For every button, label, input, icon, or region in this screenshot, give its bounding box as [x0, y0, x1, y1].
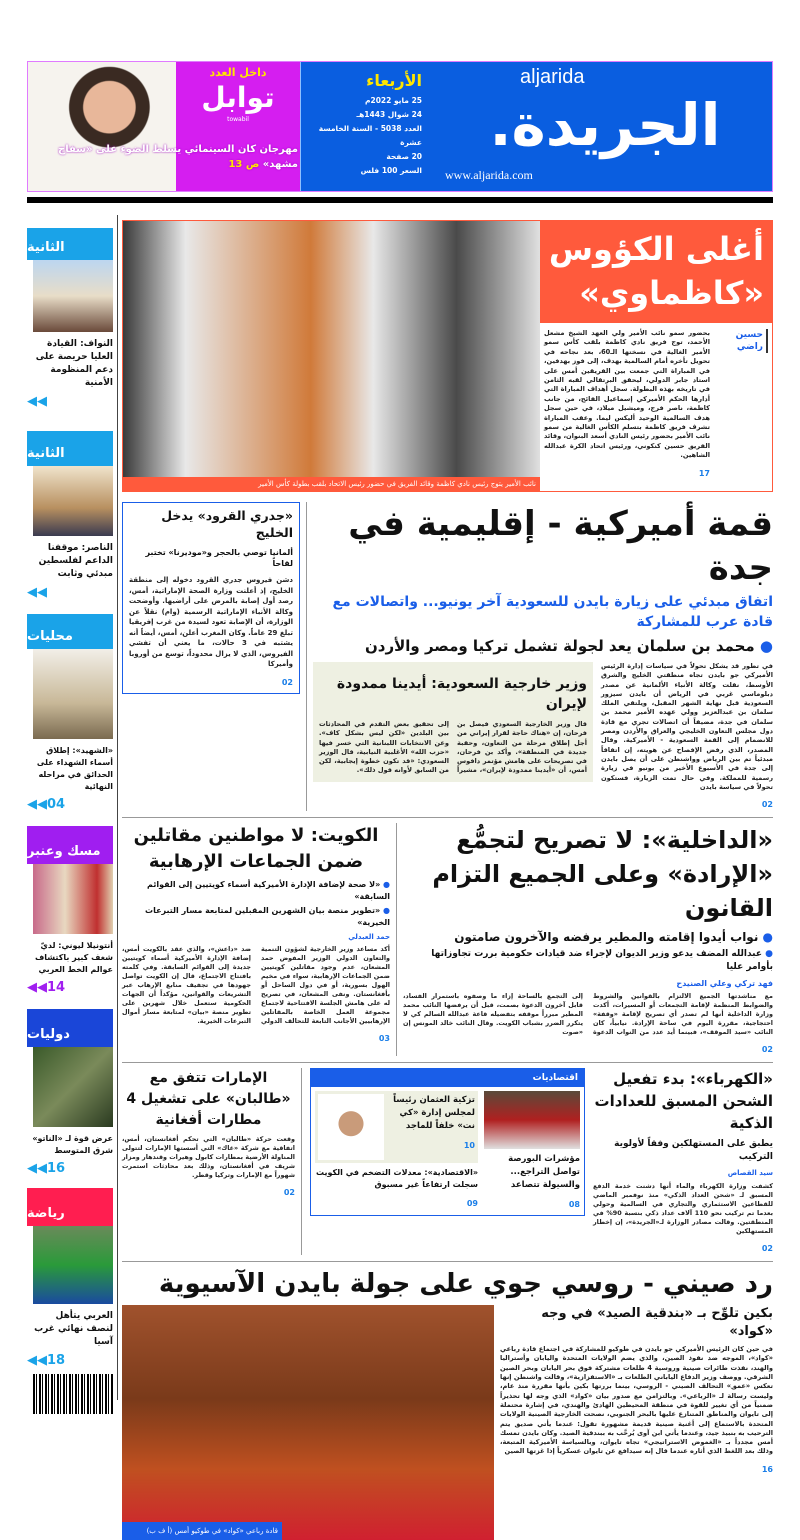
- sidebar-photo: [33, 466, 113, 536]
- interior-bullet: [403, 929, 773, 946]
- sidebar-page-ref[interactable]: ◀◀16: [27, 1161, 66, 1176]
- row-four: [122, 1062, 773, 1255]
- electricity-page-ref[interactable]: 02: [761, 1244, 773, 1254]
- quad-page-ref[interactable]: 16: [761, 1464, 773, 1474]
- kuwait-page-ref[interactable]: 03: [378, 1034, 390, 1044]
- kuwait-bullet-text: «تطوير منصة بيان الشهرين المقبلين لمتابعة مسار التبرعات الخيرية»: [145, 906, 390, 928]
- promo-text: مهرجان كان السينمائي يسلط الضوء على «سفاح مشهد»: [58, 144, 298, 170]
- monkeypox-box: [122, 502, 300, 694]
- sidebar-section-local[interactable]: محليات: [27, 614, 113, 649]
- economy-item-bourse[interactable]: مؤشرات البورصة تواصل التراجع... والسيولة تتصاعد: [508, 1154, 580, 1191]
- saudi-fm-box: [313, 662, 593, 782]
- sidebar-page-number: 04: [47, 797, 66, 812]
- masthead-rule: [27, 197, 773, 203]
- electricity-subheadline: يطبق على المستهلكين وفقاً لأولوية التركيب: [614, 1139, 773, 1163]
- economy-item-inflation[interactable]: «الاقتصادية»: معدلات التضخم في الكويت سجلت ارتفاعاً غير مسبوق: [316, 1168, 478, 1190]
- day: الأربعاء: [366, 71, 422, 90]
- kuwait-bullet: [122, 905, 390, 929]
- lead-author: حسين راضي: [716, 329, 768, 353]
- lead-page-ref[interactable]: 17: [698, 468, 710, 478]
- summit-bullet: [313, 635, 773, 657]
- sidebar-photo: [33, 1047, 113, 1127]
- sidebar-page-number: 14: [47, 980, 66, 995]
- sidebar-section-thaniya-1[interactable]: الثانية: [27, 228, 113, 260]
- uae-story: [122, 1068, 302, 1255]
- sidebar-divider: [117, 215, 118, 1400]
- kuwait-bullet-text: «لا صحة لإضافة الإدارة الأميركية أسماء كويتيين إلى القوائم السابقة»: [147, 880, 390, 902]
- uae-page-ref[interactable]: 02: [283, 1188, 295, 1198]
- economy-left: [315, 1091, 478, 1211]
- monkeypox-body: دشن فيروس جدري القرود دخوله إلى منطقة الخليج، إذ أعلنت وزارة الصحة الإماراتية، أمس، رصد أول إصابة بالمرض على أراضيها. وأوضحت وكالة الأنباء الإماراتية الرسمية (وام) نقلاً عن الوزارة، أن الإصابة تعود لسيدة من غرب إفريقيا تبلغ 29 عاماً. وكان المغرب أعلن، أمس، أيضاً أنه يشتبه في 3 حالات، ما يعني أن تفشي الفيروس، الذي لا يزال محدوداً، توسع من أوروبا وأميركا: [129, 576, 294, 668]
- electricity-headline[interactable]: «الكهرباء»: بدء تفعيل الشحن المسبق للعدادات الذكية: [594, 1070, 773, 1133]
- kuwait-bullet: [122, 879, 390, 903]
- electricity-body: كشفت وزارة الكهرباء والماء أنها دشنت خدمة الدفع المسبق لـ «شحن العداد الذكي» منذ نوفمبر الماضي للقطاعين الاستثماري والتجاري في السالمية وحولي بعدما تم تركيب نحو 110 آلاف عداد ذكي بنسبة 90% في المنطقتين. وقالت مصادر الوزارة لـ«الجريدة»، إن إخطار المستهلكين: [593, 1182, 774, 1236]
- sidebar-teaser[interactable]: أنتونيلا ليوني: لديّ شغف كبير باكتشاف عوالم الخط العربي: [34, 941, 113, 974]
- promo-headline: [48, 142, 298, 172]
- economy-box: [310, 1068, 585, 1216]
- lead-text: [540, 323, 772, 484]
- quad-headline[interactable]: رد صيني - روسي جوي على جولة بايدن الآسيوية: [158, 1269, 773, 1300]
- main-content: [122, 220, 773, 1540]
- sidebar-page-ref[interactable]: ◀◀04: [27, 797, 66, 812]
- summit-story: [306, 502, 773, 811]
- quad-story: [122, 1261, 773, 1540]
- quad-text: [494, 1305, 773, 1540]
- quad-subheadline: بكين تلوِّح بـ «بندقية الصيد» في وجه «كواد»: [541, 1306, 773, 1340]
- sidebar-section-international[interactable]: دوليات: [27, 1009, 113, 1047]
- kuwait-author: حمد العبدلي: [348, 933, 390, 942]
- quad-photo: [122, 1305, 494, 1540]
- barcode: [33, 1374, 113, 1414]
- website: www.aljarida.com: [445, 168, 533, 182]
- summit-headline[interactable]: قمة أميركية - إقليمية في جدة: [348, 504, 773, 588]
- logo: الجريدة.: [489, 91, 721, 159]
- monkeypox-headline[interactable]: «جدري القرود» يدخل الخليج: [161, 508, 293, 540]
- quad-row: [122, 1305, 773, 1540]
- kuwait-body: أكد مساعد وزير الخارجية لشؤون التنمية والتعاون الدولي الوزير المفوض حمد المشعان، عدم وجود مقاتلين كويتيين ضمن الجماعات الإرهابية، سواء في مخيم الهول بسورية، أو في دول الساحل أو بأفغانستان. ونفى المشعان، في تصريح له على هامش الجلسة الافتتاحية لاجتماع مجموعة العمل الخاصة بالمقاتلين الإرهابيين الأجانب التابعة للتحالف الدولي ضد «داعش»، والذي عقد بالكويت أمس، إضافة الإدارة الأميركية أسماء كويتيين جديدة إلى القوائم السابقة. وفي كلمته بافتتاح الاجتماع، قال إن الكويت تواصل جهودها في تجفيف منابع الإرهاب عبر التشريعات والقوانين، مؤكداً أن الجهات الحكومية ستعمل خلال شهرين على تطوير منصة «بيان» لمتابعة مسار أموال التبرعات الخيرية.: [122, 945, 390, 1026]
- economy-page-ref[interactable]: 10: [463, 1141, 475, 1151]
- sidebar-teaser[interactable]: النواف: القيادة العليا حريصة على دعم المنظومة الأمنية: [35, 339, 113, 388]
- lead-body: بحضور سمو نائب الأمير ولي العهد الشيخ مشعل الأحمد، توج فريق نادي كاظمة بلقب كأس سمو الأمير الغالية في نسختها الـ60، بعد نجاحه في تحويل تأخره أمام السالمية بهدف، إلى فوز بهدفين، في المباراة التي جمعت بين الفريقين أمس على استاد جابر الدولي، ليحقق البرتقالي لقبه الثامن في تاريخه بهذه البطولة. سجل أهداف المباراة التي أدارها الحكم الأميركي إسماعيل الفائح، من جانب كاظمة، ناصر فرج، وميشيل ميلاد، في حين سجل هدف السالمية الوحيد أليكس ليما. وعقب المباراة تشرف فريق كاظمة بتسلم الكأس الغالية من سمو نائب الأمير بحضور رئيس النادي أسعد البنوان، وقائد الفريق حسين كنكوني، ورئيس اتحاد الكرة عبدالله الشاهين.: [544, 329, 711, 460]
- knet-box: [315, 1091, 478, 1163]
- interior-body: مع مناشدتها الجميع الالتزام بالقوانين والشروط والضوابط المنظمة لإقامة التجمعات أو المسيرات، أكدت وزارة الداخلية أنها لم تصدر أي تصريح لإقامة «وقفة» احتجاجية، مقررة اليوم في ساحة الإرادة. نيابياً، كان النائب «سيد الموقف»، فبينما أيد عدد من النواب الدعوة إلى التجمع بالساحة إزاء ما وصفوه باستمرار الفساد، قابل آخرون الدعوة بصمت، قبل أن يرفضها النائب محمد المطير مبرراً موقفه بتفضيله قاعة عبدالله السالم كي لا يتكرر الضرر بشباب الكويت. وقال النائب خالد المونس إن «صوت: [403, 992, 773, 1037]
- economy-page-ref[interactable]: 08: [568, 1200, 580, 1210]
- summit-body: في تطور قد يشكل تحولاً في سياسات إدارة الرئيس الأميركي جو بايدن تجاه منطقتي الخليج والشرق الأوسط، نقلت وكالة الأنباء الألمانية عن مصدر دبلوماسي غربي في الرياض أن بايدن سيزور السعودية قبل نهاية الشهر المقبل، ويلتقي الملك سلمان بن عبدالعزيز وولي عهده الأمير محمد بن سلمان في جدة، مضيفاً أن اتصالات تجري مع قادة دول مجلس التعاون الخليجي والعراق والأردن ومصر للانضمام إلى القمة السعودية - الأميركية. وقال المصدر، الذي رفض الإفصاح عن هويته، إن اتفاقاً مبدئياً تم بين الرياض وواشنطن على أن يصل بايدن إلى جدة في الأسبوع الأخير من يونيو في زيارة رسمية للمملكة. وفي حال تمت الزيارة، فستكون تحولاً في سياسة بايدن: [601, 662, 773, 791]
- interior-bullet: [403, 948, 773, 974]
- quad-body: في حين كان الرئيس الأميركي جو بايدن في طوكيو للمشاركة في اجتماع قادة رباعي «كواد»، الموجه ضد نفوذ الصين، والذي يضم الولايات المتحدة واليابان وأستراليا والهند، نفذت طائرات صينية وروسية 4 طلعات مشتركة فوق بحر اليابان وبحر الصين الشرقي. ووصف وزير الدفاع الياباني الطلعات بـ «الاستفزازية»، وقالت واشنطن إنها تعكس «عمق» التحالف الصيني - الروسي، بينما بررتها بكين بأنها مقررة منذ عام، وليست رسالة لـ «الرباعي». وبالتزامن مع صدور بيان «كواد» الذي وجه لها تحذيراً ضمنياً من أي تغيير للقوة في منطقة المحيطين الهادئ والهندي، في إشارة محتملة إلى تايوان والمناطق المتنازع عليها بالبحر الجنوبي، نصحت الخارجية الصينية الولايات المتحدة بالاستماع إلى أغنية صينية قديمة مشهورة تقول: عندما يأتي صديق يتم الترحيب به بنبيذ جيد، وعندما يأتي ابن آوى يُرحَّب به ببندقية الصيد. وكان بايدن تمسك أمس مجدداً بـ «الغموض الاستراتيجي» تجاه تايوان، وبالسياسة الأميركية المتبعة، وذلك بعد اللغط الذي أثاره عندما قال إنه سيدافع عن تايوان عسكرياً إذا غزتها الصين: [500, 1345, 773, 1456]
- page-count: 20 صفحة: [386, 152, 422, 161]
- uae-body: وقعت حركة «طالبان» التي تحكم أفغانستان، أمس، اتفاقية مع شركة «غاك» التي أسستها الإمارات لتتولى المناولة الأرضية بمطارات كابول وهيرات وقندهار ومزار شريف في أفغانستان، وذلك بعد محادثات استمرت شهوراً مع الإمارات وتركيا وقطر.: [122, 1135, 295, 1180]
- interior-bullet-text: عبدالله المضف يدعو وزير الديوان لإجراء ضد قيادات حكومية بررت تجاوزاتها بأوامر عليا: [431, 949, 773, 973]
- interior-row: [122, 817, 773, 1056]
- date-hijri: 24 شوال 1443هـ: [356, 110, 422, 119]
- sidebar-page-number: 18: [47, 1353, 66, 1368]
- saudi-fm-headline[interactable]: وزير خارجية السعودية: أيدينا ممدودة لإيران: [336, 676, 587, 712]
- quad-caption: قادة رباعي «كواد» في طوكيو أمس (أ ف ب): [122, 1522, 282, 1540]
- summit-page-ref[interactable]: 02: [761, 800, 773, 810]
- summit-columns: [313, 662, 773, 811]
- summit-bullet-text: محمد بن سلمان يعد لجولة تشمل تركيا ومصر والأردن: [364, 637, 755, 655]
- electricity-story: [593, 1068, 773, 1255]
- date-block: [300, 62, 427, 191]
- interior-bullet-text: نواب أيدوا إقامته والمطير يرفضه والآخرون صامتون: [454, 930, 759, 945]
- sidebar-photo: [33, 260, 113, 332]
- logo-en: aljarida: [520, 66, 585, 88]
- sidebar-teaser[interactable]: الناصر: موقفنا الداعم لفلسطين مبدئي وثابت: [38, 543, 113, 579]
- knet-portrait: [318, 1094, 384, 1160]
- economy-item-knet[interactable]: تزكية العثمان رئيساً لمجلس إدارة «كي نت» خلفاً للماجد: [393, 1095, 475, 1132]
- sidebar-section-thaniya-2[interactable]: الثانية: [27, 431, 113, 466]
- knet-text: [388, 1094, 475, 1160]
- masthead: [27, 61, 773, 192]
- sidebar-photo: [33, 864, 113, 934]
- economy-items: [311, 1087, 584, 1215]
- interior-headline[interactable]: «الداخلية»: لا تصريح لتجمُّع «الإرادة» وعلى الجميع التزام القانون: [432, 826, 773, 923]
- price: السعر 100 فلس: [360, 166, 422, 175]
- sidebar-teaser[interactable]: «الشهيد»: إطلاق أسماء الشهداء على الحدائق في مراحله النهائية: [36, 746, 113, 791]
- sidebar-page-ref[interactable]: ◀◀18: [27, 1353, 66, 1368]
- economy-bourse: [484, 1091, 580, 1211]
- logo-block: [425, 62, 772, 191]
- electricity-author: سيد القصاص: [727, 1169, 773, 1178]
- sidebar-arrow-icon[interactable]: ◀◀: [27, 585, 47, 600]
- lead-text-column: [540, 221, 772, 491]
- sidebar-teaser[interactable]: عرض قوة لـ «الناتو» شرق المتوسط: [32, 1134, 113, 1155]
- summit-row: [122, 502, 773, 811]
- sidebar-page-number: 16: [47, 1161, 66, 1176]
- date-gregorian: 25 مايو 2022م: [364, 96, 422, 105]
- interior-story: [396, 823, 773, 1056]
- lead-photo: [123, 221, 540, 491]
- kuwait-headline[interactable]: الكويت: لا مواطنين مقاتلين ضمن الجماعات الإرهابية: [133, 825, 379, 873]
- issue-number: العدد 5038 - السنة الخامسة عشرة: [318, 124, 422, 147]
- interior-author: فهد تركي وعلي الصنيدح: [676, 979, 773, 989]
- kuwait-story: [122, 823, 390, 1056]
- sidebar-arrow-icon[interactable]: ◀◀: [27, 394, 47, 409]
- supplement-en: towabil: [227, 116, 249, 123]
- sidebar-photo: [33, 1226, 113, 1304]
- lead-body-wrap: [544, 329, 710, 480]
- bourse-photo: [484, 1091, 580, 1149]
- lead-headline[interactable]: أغلى الكؤوس «كاظماوي»: [540, 221, 772, 323]
- sidebar-section-misk[interactable]: مسك وعنبر: [27, 826, 113, 864]
- sidebar-teaser[interactable]: العربي يتأهل لنصف نهائي غرب آسيا: [34, 1311, 113, 1347]
- lead-story: [122, 220, 773, 492]
- saudi-fm-body: قال وزير الخارجية السعودي فيصل بن فرحان، إن «هناك حاجة لقرار إيراني من أجل إطلاق مرحلة من التعاون، وحقبة جديدة في المنطقة». وأكد بن فرحان، في تصريحات على هامش مؤتمر دافوس أمس، أن «أيدينا ممدودة لإيران»، مشيراً إلى تحقيق بعض التقدم في المحادثات بين البلدين «لكن ليس بشكل كاف». وعن الانتخابات اللبنانية التي خسر فيها «حزب الله» الأغلبية النيابية، قال الوزير السعودي: «قد تكون خطوة إيجابية، لكن من السابق لأوانه قول ذلك».: [319, 720, 587, 775]
- uae-headline[interactable]: الإمارات تتفق مع «طالبان» على تشغيل 4 مطارات أفغانية: [126, 1070, 291, 1129]
- supplement-title: توابل: [201, 81, 275, 114]
- sidebar: [27, 228, 113, 1414]
- lead-caption: نائب الأمير يتوج رئيس نادي كاظمة وقائد الفريق في حضور رئيس الاتحاد بلقب بطولة كأس الأمير: [123, 477, 540, 491]
- sidebar-section-sports[interactable]: رياضة: [27, 1188, 113, 1226]
- interior-page-ref[interactable]: 02: [761, 1045, 773, 1055]
- monkeypox-subheadline: ألمانيا توصي بالحجر و«موديرنا» تختبر لقاحاً: [145, 548, 293, 568]
- summit-body-col: [601, 662, 773, 811]
- inside-label: داخل العدد: [209, 66, 267, 79]
- monkeypox-page-ref[interactable]: 02: [281, 677, 293, 687]
- sidebar-page-ref[interactable]: ◀◀14: [27, 980, 66, 995]
- economy-page-ref[interactable]: 09: [466, 1199, 478, 1209]
- sidebar-photo: [33, 649, 113, 739]
- promo-page: ص 13: [228, 159, 260, 170]
- summit-subheadline: اتفاق مبدئي على زيارة بايدن للسعودية آخر يونيو... واتصالات مع قادة عرب للمشاركة: [332, 594, 773, 630]
- economy-label[interactable]: اقتصاديات: [311, 1069, 584, 1087]
